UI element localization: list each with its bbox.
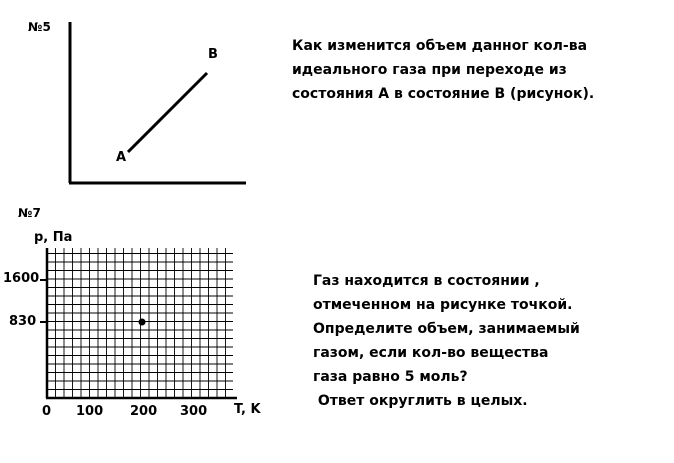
state-point	[139, 319, 146, 326]
point-b-label: B	[208, 47, 218, 62]
problem-7-text-line: газа равно 5 моль?	[313, 369, 468, 385]
y-tick-label-1600: 1600	[3, 271, 40, 286]
x-tick-label-0: 0	[42, 404, 52, 419]
problem-5-text-line: идеального газа при переходе из	[292, 62, 567, 78]
point-a-label: A	[116, 150, 127, 165]
problem-7-text	[313, 269, 580, 413]
problem-7-number: №7	[18, 206, 41, 220]
problem-7-text-line: Определите объем, занимаемый	[313, 321, 580, 337]
y-axis-label: p, Па	[34, 230, 73, 245]
problem-7-text-line: газом, если кол-во вещества	[313, 345, 549, 361]
problem-7-text-line: отмеченном на рисунке точкой.	[313, 297, 573, 313]
problem-7-text-line: Ответ округлить в целых.	[313, 393, 528, 409]
x-tick-label-100: 100	[76, 404, 104, 419]
y-tick-label-830: 830	[9, 314, 37, 329]
problem-5-number: №5	[28, 20, 51, 34]
problem-7-text-line: Газ находится в состоянии ,	[313, 273, 540, 289]
problem-5-text-line: состояния А в состояние В (рисунок).	[292, 86, 595, 102]
x-tick-label-200: 200	[130, 404, 158, 419]
x-tick-label-300: 300	[180, 404, 208, 419]
problem-5-text-line: Как изменится объем данног кол-ва	[292, 38, 588, 54]
x-axis-label: T, K	[234, 402, 261, 417]
